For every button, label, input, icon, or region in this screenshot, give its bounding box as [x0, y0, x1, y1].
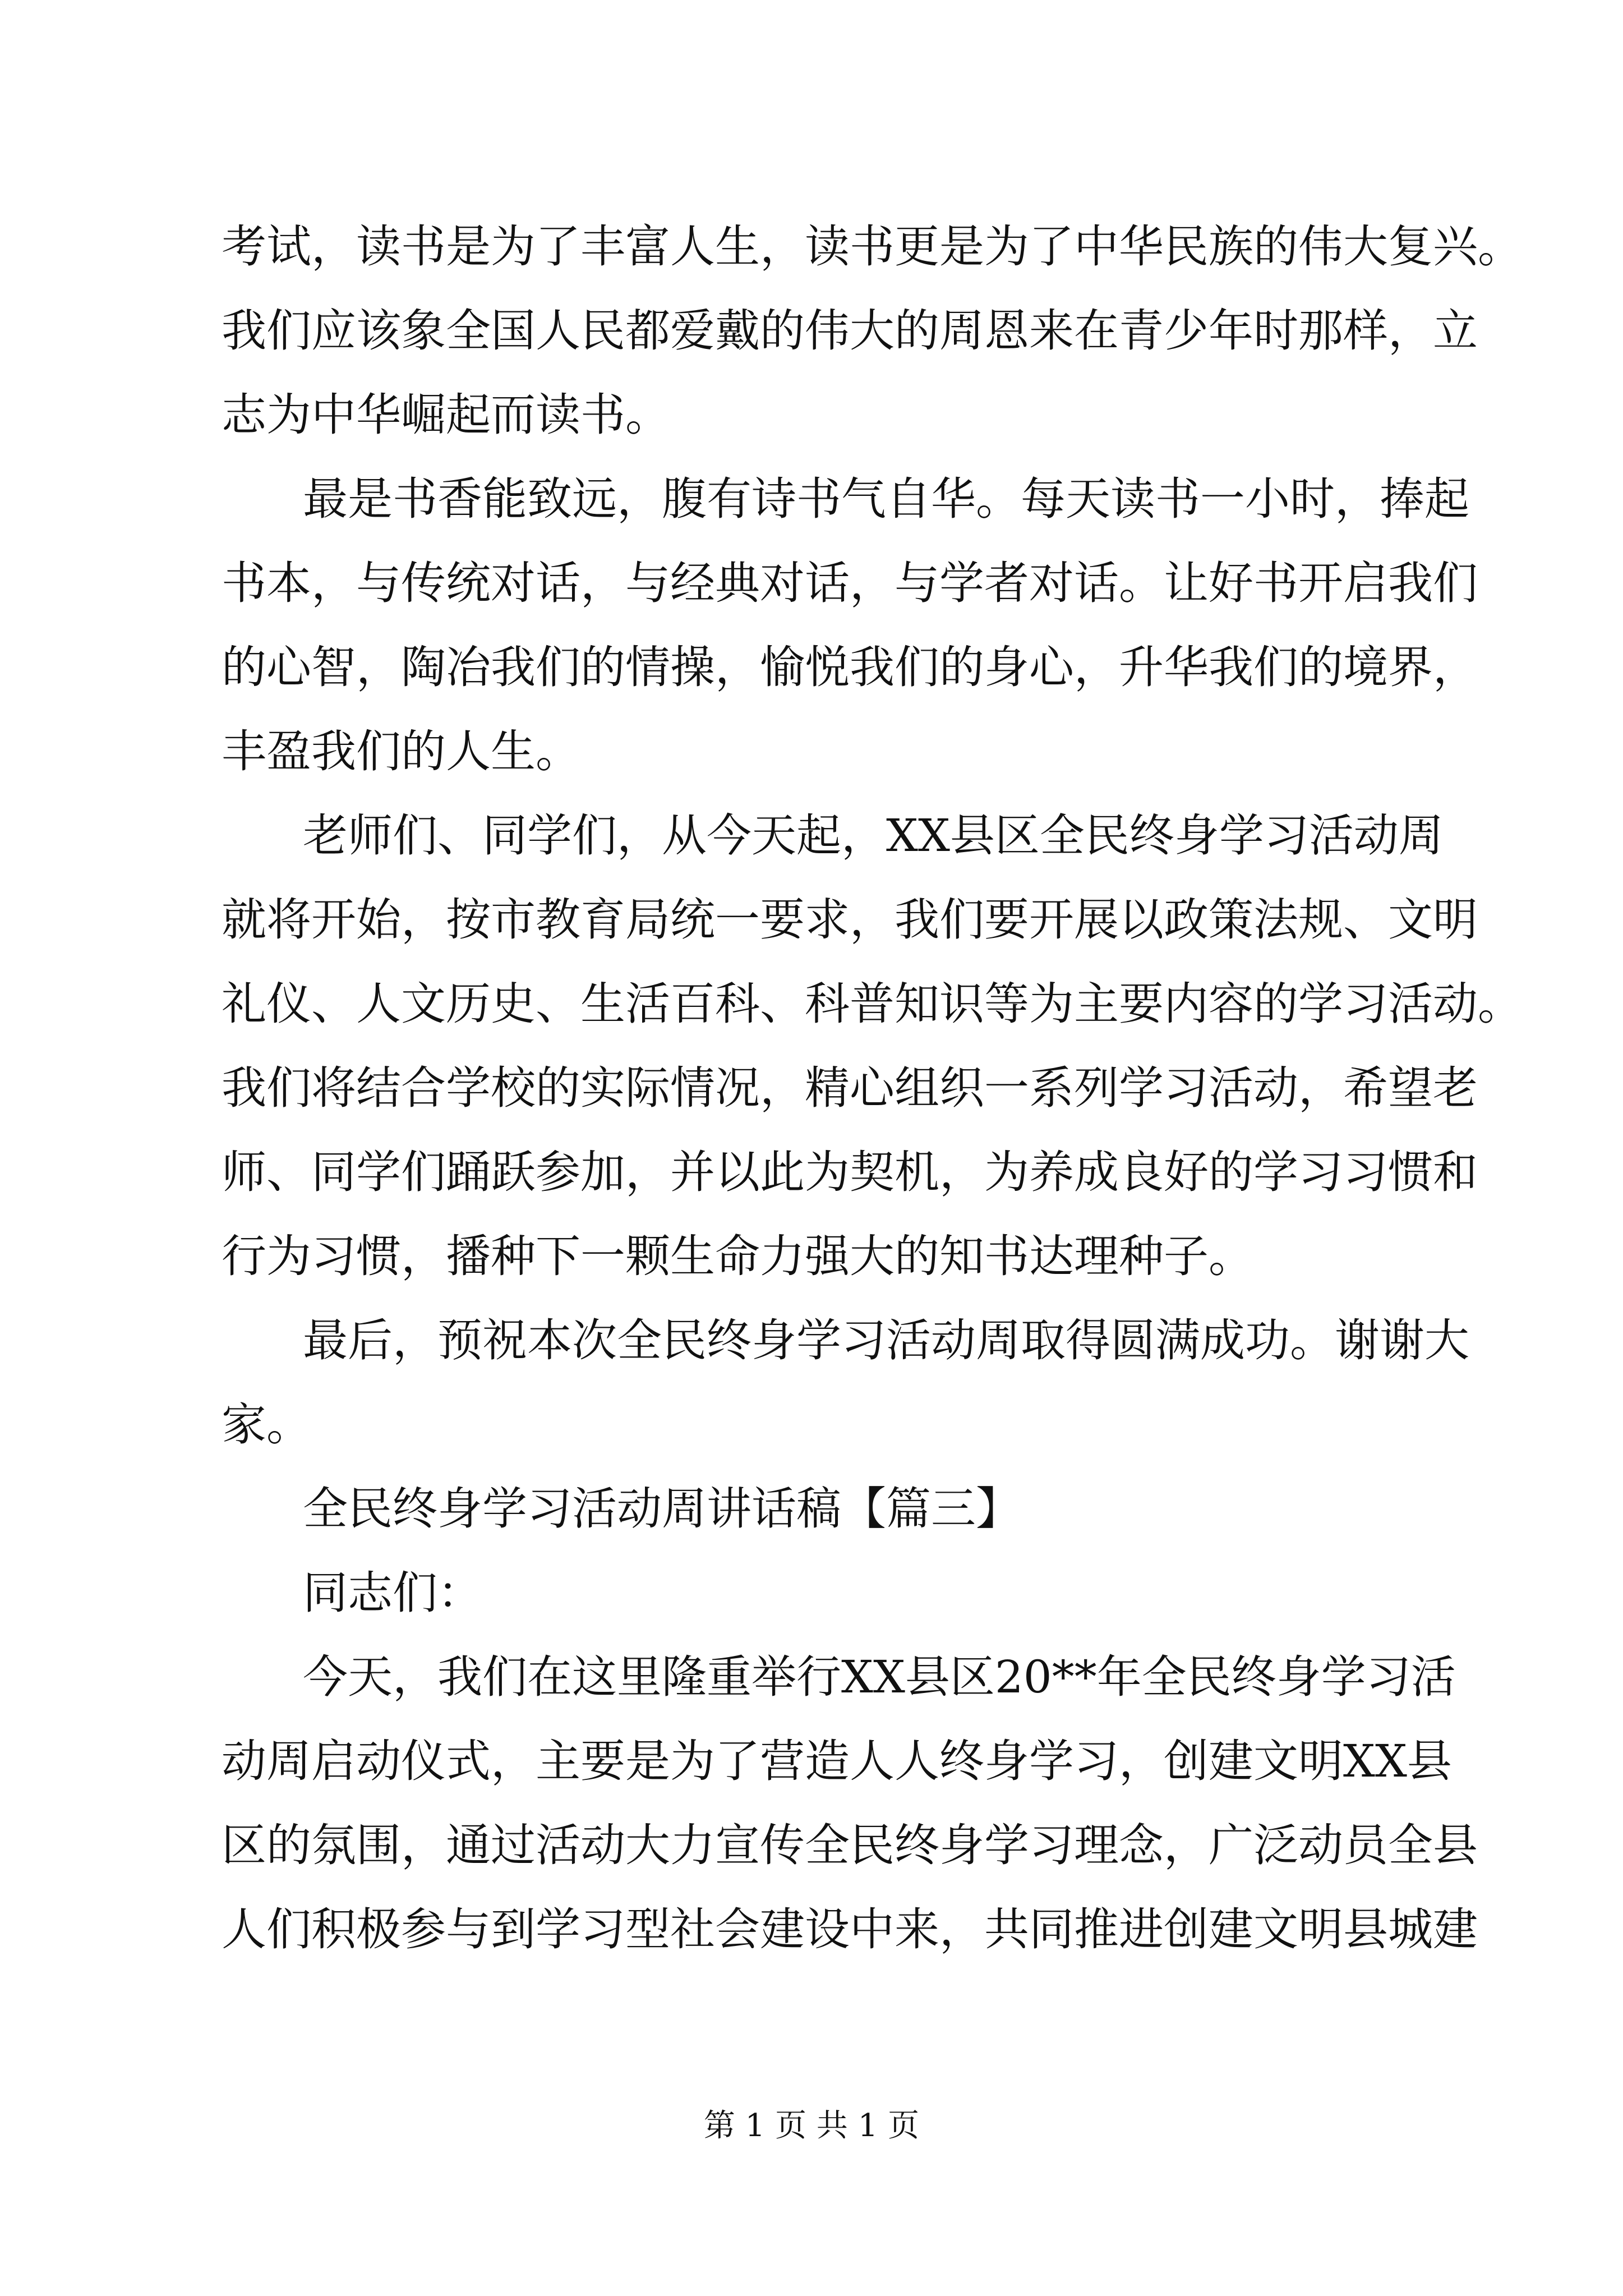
- paragraph-line: 考试，读书是为了丰富人生，读书更是为了中华民族的伟大复兴。: [222, 220, 1523, 273]
- paragraph-line: 区的氛围，通过活动大力宣传全民终身学习理念，广泛动员全县: [222, 1819, 1478, 1871]
- paragraph-line: 今天，我们在这里隆重举行XX县区20**年全民终身学习活: [303, 1651, 1456, 1703]
- paragraph-line: 我们应该象全国人民都爱戴的伟大的周恩来在青少年时那样，立: [222, 305, 1478, 357]
- paragraph-line: 动周启动仪式，主要是为了营造人人终身学习，创建文明XX县: [222, 1735, 1452, 1787]
- paragraph-line: 行为习惯，播种下一颗生命力强大的知书达理种子。: [222, 1230, 1253, 1282]
- paragraph-line: 志为中华崛起而读书。: [222, 389, 670, 441]
- paragraph-line: 最是书香能致远，腹有诗书气自华。每天读书一小时，捧起: [303, 473, 1469, 525]
- paragraph-line: 礼仪、人文历史、生活百科、科普知识等为主要内容的学习活动。: [222, 978, 1523, 1030]
- paragraph-line: 书本，与传统对话，与经典对话，与学者对话。让好书开启我们: [222, 557, 1478, 609]
- paragraph-line: 的心智，陶冶我们的情操，愉悦我们的身心，升华我们的境界，: [222, 641, 1478, 693]
- paragraph-line: 人们积极参与到学习型社会建设中来，共同推进创建文明县城建: [222, 1903, 1478, 1955]
- paragraph-line: 我们将结合学校的实际情况，精心组织一系列学习活动，希望老: [222, 1062, 1478, 1114]
- paragraph-line: 最后，预祝本次全民终身学习活动周取得圆满成功。谢谢大: [303, 1314, 1469, 1366]
- paragraph-line: 师、同学们踊跃参加，并以此为契机，为养成良好的学习习惯和: [222, 1146, 1478, 1198]
- paragraph-line: 家。: [222, 1398, 311, 1451]
- page-number-footer: 第 1 页 共 1 页: [703, 2108, 920, 2144]
- paragraph-line: 老师们、同学们，从今天起，XX县区全民终身学习活动周: [303, 809, 1444, 862]
- salutation: 同志们：: [303, 1567, 482, 1619]
- section-heading: 全民终身学习活动周讲话稿【篇三】: [303, 1483, 1021, 1535]
- paragraph-line: 就将开始，按市教育局统一要求，我们要开展以政策法规、文明: [222, 894, 1478, 946]
- paragraph-line: 丰盈我们的人生。: [222, 725, 580, 777]
